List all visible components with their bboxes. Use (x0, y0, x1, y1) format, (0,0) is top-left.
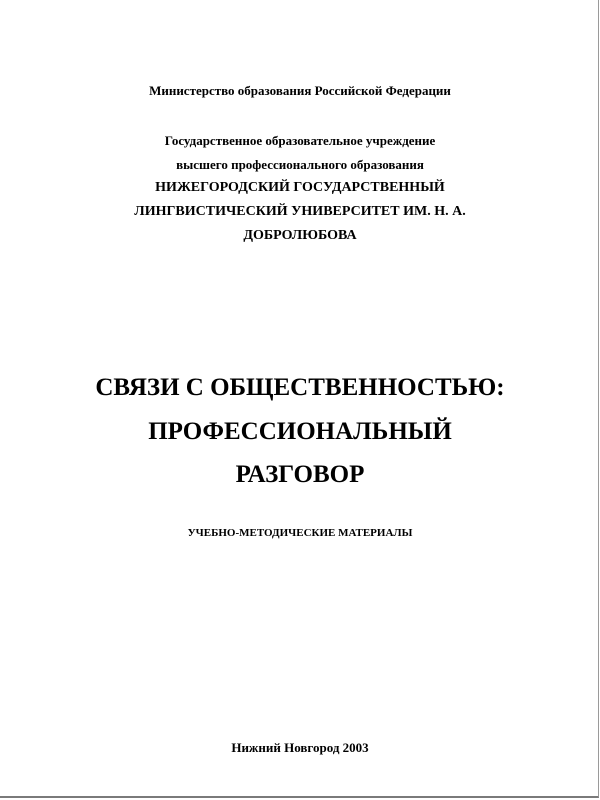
document-title-line-3: РАЗГОВОР (235, 461, 365, 488)
institution-line-1: Государственное образовательное учреждение (164, 133, 436, 148)
university-line-1: НИЖЕГОРОДСКИЙ ГОСУДАРСТВЕННЫЙ (155, 180, 445, 195)
document-subtitle: УЧЕБНО-МЕТОДИЧЕСКИЕ МАТЕРИАЛЫ (187, 527, 413, 539)
institution-line-2: высшего профессионального образования (176, 157, 424, 172)
ministry-line: Министерство образования Российской Федерации (149, 83, 451, 98)
university-line-3: ДОБРОЛЮБОВА (243, 228, 357, 243)
city-year: Нижний Новгород 2003 (231, 740, 369, 755)
document-title-line-2: ПРОФЕССИОНАЛЬНЫЙ (148, 418, 452, 445)
university-line-2: ЛИНГВИСТИЧЕСКИЙ УНИВЕРСИТЕТ ИМ. Н. А. (134, 204, 466, 219)
document-title-line-1: СВЯЗИ С ОБЩЕСТВЕННОСТЬЮ: (95, 374, 505, 401)
